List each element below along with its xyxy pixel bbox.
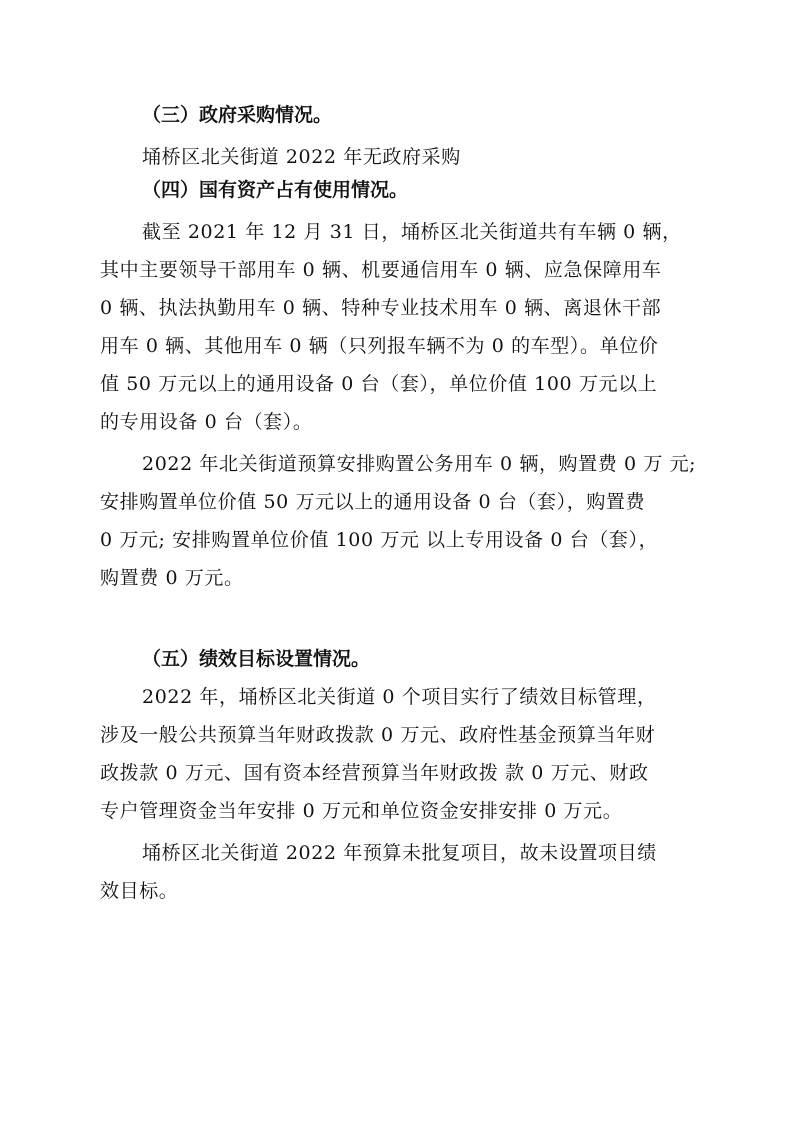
assets-para1-line: 截至 2021 年 12 月 31 日，埇桥区北关街道共有车辆 0 辆，: [142, 221, 682, 243]
assets-para1-line: 用车 0 辆、其他用车 0 辆（只列报车辆不为 0 的车型）。单位价: [100, 335, 659, 357]
performance-para1-line: 专户管理资金当年安排 0 万元和单位资金安排安排 0 万元。: [100, 800, 623, 822]
procurement-heading: （三）政府采购情况。: [142, 104, 333, 126]
performance-para1-line: 政拨款 0 万元、国有资本经营预算当年财政拨 款 0 万元、财政: [100, 762, 649, 784]
assets-para1-line: 0 辆、执法执勤用车 0 辆、特种专业技术用车 0 辆、离退休干部: [100, 297, 662, 319]
assets-para1-line: 其中主要领导干部用车 0 辆、机要通信用车 0 辆、应急保障用车: [100, 259, 662, 281]
assets-heading: （四）国有资产占有使用情况。: [142, 179, 409, 201]
procurement-text: 埇桥区北关街道 2022 年无政府采购: [142, 146, 461, 168]
assets-para1-line: 值 50 万元以上的通用设备 0 台（套），单位价值 100 万元以上: [100, 373, 658, 395]
assets-para1-line: 的专用设备 0 台（套）。: [100, 411, 313, 433]
performance-para2-line: 埇桥区北关街道 2022 年预算未批复项目，故未设置项目绩: [142, 842, 657, 864]
assets-para2-line: 购置费 0 万元。: [100, 567, 244, 589]
performance-para1-line: 涉及一般公共预算当年财政拨款 0 万元、政府性基金预算当年财: [100, 724, 656, 746]
performance-para1-line: 2022 年，埇桥区北关街道 0 个项目实行了绩效目标管理，: [142, 686, 657, 708]
performance-heading: （五）绩效目标设置情况。: [142, 648, 371, 670]
performance-para2-line: 效目标。: [100, 880, 179, 902]
assets-para2-line: 0 万元; 安排购置单位价值 100 万元 以上专用设备 0 台（套），: [100, 529, 659, 551]
assets-para2-line: 安排购置单位价值 50 万元以上的通用设备 0 台（套），购置费: [100, 491, 646, 513]
assets-para2-line: 2022 年北关街道预算安排购置公务用车 0 辆，购置费 0 万 元;: [142, 453, 697, 475]
